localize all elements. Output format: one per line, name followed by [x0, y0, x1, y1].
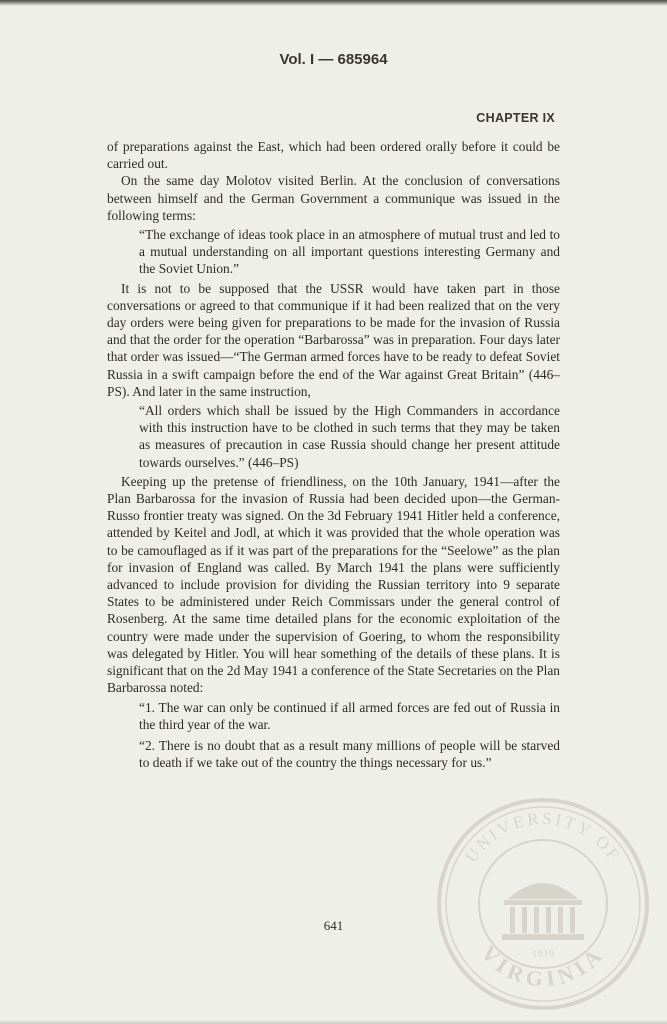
chapter-heading: CHAPTER IX	[476, 111, 555, 125]
paragraph-molotov-visit: On the same day Molotov visited Berlin. At the conclusion of conversations between himself and the German Government a communique was issued in the following terms:	[107, 173, 560, 223]
rotunda-icon	[502, 883, 584, 940]
page-bottom-edge	[0, 1020, 667, 1024]
quote-high-commanders: “All orders which shall be issued by the High Commanders in accordance with this instruction have to be clothed in such terms that they may be taken as measures of precaution in case Russia should change her present attitude towards ourselves.” (446–PS)	[139, 403, 560, 470]
body-text	[107, 138, 560, 771]
seal-year: 1819	[532, 948, 554, 960]
quote-point-1: “1. The war can only be continued if all armed forces are fed out of Russia in the third year of the war.	[139, 699, 560, 732]
paragraph-barbarossa-order: It is not to be supposed that the USSR would have taken part in those conversations or agreed to that communique if it had been realized that on the very day orders were being given for preparations to be made for the invasion of Russia and that the order for the operation “Barbarossa” was in preparation. Four days later that order was issued—“The German armed forces have to be ready to defeat Soviet Russia in a swift campaign before the end of the War against Great Britain” (446–PS). And later in the same instruction,	[107, 280, 560, 399]
paragraph-continuation: of preparations against the East, which had been ordered orally before it could be carried out.	[107, 139, 560, 172]
paragraph-pretense-friendliness: Keeping up the pretense of friendliness, on the 10th January, 1941—after the Plan Barbarossa for the invasion of Russia had been decided upon—the German-Russo frontier treaty was signed. On the 3d February 1941 Hitler held a conference, attended by Keitel and Jodl, at which it was provided that the whole operation was to be camouflaged as if it was part of the preparations for the “Seelowe” as the plan for invasion of England was called. By March 1941 the plans were sufficiently advanced to include provision for dividing the Russian territory into 9 separate States to be administered under Reich Commissars under the general control of Rosenberg. At the same time detailed plans for the economic exploitation of the country were made under the supervision of Goering, to whom the responsibility was delegated by Hitler. You will hear something of the details of these plans. It is significant that on the 2d May 1941 a conference of the State Secretaries on the Plan Barbarossa noted:	[107, 473, 560, 696]
university-seal-watermark	[436, 797, 650, 1011]
seal-top-text: UNIVERSITY OF	[461, 808, 625, 866]
volume-header: Vol. I — 685964	[279, 51, 388, 68]
quote-point-2: “2. There is no doubt that as a result many millions of people will be starved to death if we take out of the country the things necessary for us.”	[139, 737, 560, 771]
page-top-edge	[0, 0, 667, 6]
seal-bottom-text: VIRGINIA	[476, 940, 610, 992]
page-number: 641	[323, 918, 344, 933]
quote-communique: “The exchange of ideas took place in an atmosphere of mutual trust and led to a mutual understanding on all important questions interesting Germany and the Soviet Union.”	[139, 227, 560, 277]
